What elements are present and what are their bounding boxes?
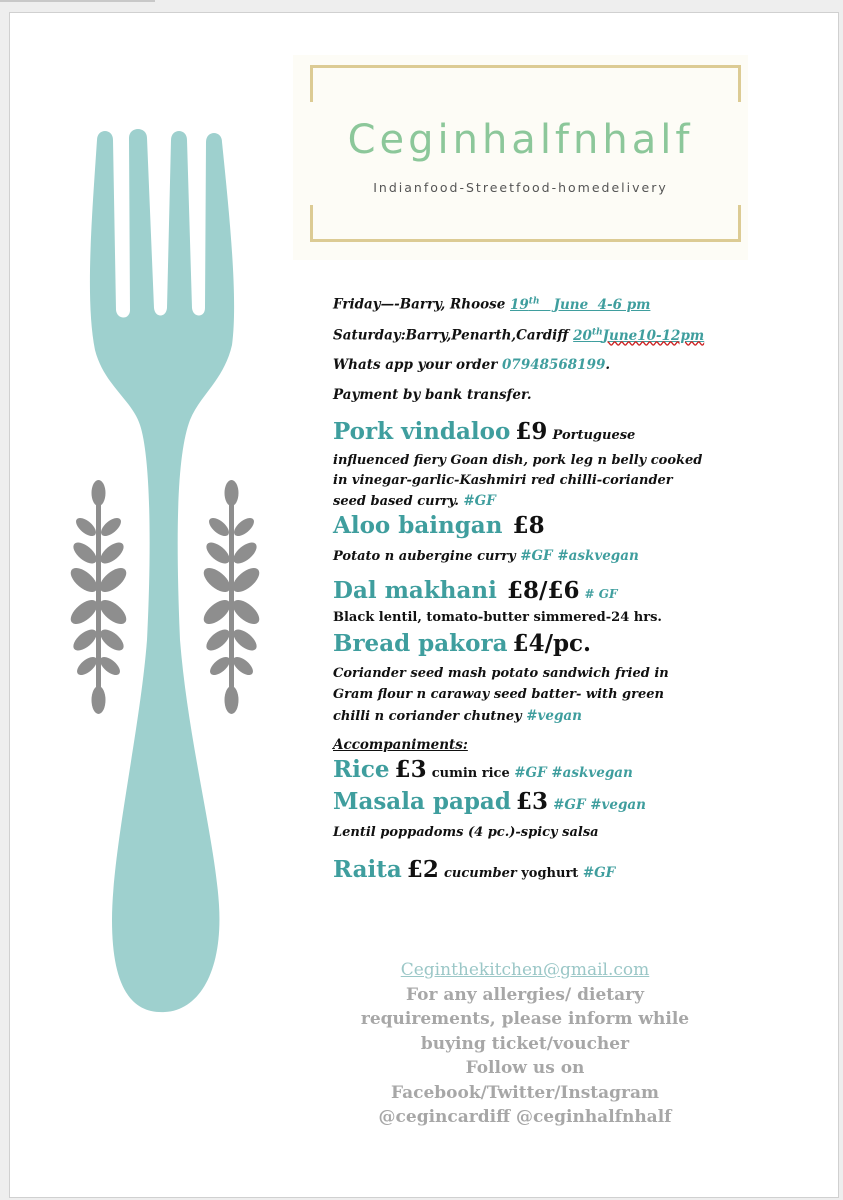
payment-line: Payment by bank transfer. [333, 387, 532, 403]
dal-desc: Black lentil, tomato-butter simmered-24 hrs. [333, 610, 662, 625]
pork-tag: #GF [463, 493, 496, 509]
footer-line: Facebook/Twitter/Instagram [390, 1082, 660, 1103]
saturday-schedule [333, 327, 704, 344]
aloo-tag: #GF #askvegan [520, 548, 639, 564]
dish-name: Masala papad [333, 788, 511, 815]
friday-location: Friday—-Barry, Rhoose [333, 296, 510, 313]
rice-tag: #GF #askvegan [514, 765, 633, 781]
footer-line: @cegincardiff @ceginhalfnhalf [378, 1107, 672, 1127]
rice-heading [333, 756, 633, 783]
footer-line: For any allergies/ dietary [406, 984, 644, 1005]
dish-price: £4/pc. [512, 630, 592, 657]
contact-email-link[interactable]: Ceginthekitchen@gmail.com [400, 960, 650, 980]
papad-tag: #GF #vegan [553, 797, 646, 813]
raita-tag: #GF [582, 865, 616, 881]
bread-pakora-heading [333, 630, 591, 657]
dish-name: Raita [333, 856, 402, 883]
pork-desc-line-2: in vinegar-garlic-Kashmiri red chilli-coriander [333, 473, 673, 488]
brand-subtitle: Indianfood-Streetfood-homedelivery [373, 180, 668, 195]
whatsapp-line [333, 357, 610, 373]
footer-contact [330, 958, 720, 1130]
pork-desc-line-1: influenced fiery Goan dish, pork leg n belly cooked [333, 453, 703, 468]
bread-desc-last: chilli n coriander chutney [333, 709, 527, 724]
bread-tag: #vegan [526, 708, 582, 724]
friday-schedule [333, 296, 650, 313]
saturday-day: 20 [573, 327, 592, 344]
friday-time: June 4-6 pm [539, 296, 651, 313]
rice-desc: cumin rice [431, 766, 515, 781]
friday-day-suffix: th [528, 296, 540, 306]
saturday-time: June10-12pm [602, 327, 705, 344]
footer-line: requirements, please inform while [360, 1009, 690, 1029]
friday-date [510, 297, 650, 313]
pork-vindaloo-heading [333, 418, 635, 445]
dish-price: £8 [512, 512, 545, 539]
dish-name: Dal makhani [333, 577, 497, 604]
pork-desc-last: seed based curry. [333, 494, 464, 509]
dish-name: Rice [333, 756, 390, 783]
raita-desc-a: cucumber [444, 866, 517, 881]
pork-desc-line-3 [333, 491, 496, 512]
dish-price: £2 [406, 856, 439, 883]
aloo-baingan-heading [333, 512, 545, 539]
dal-tag: # GF [584, 587, 618, 601]
brand-logo [293, 55, 748, 260]
bread-desc-line-3 [333, 706, 582, 727]
dish-price: £3 [516, 788, 549, 815]
saturday-date [573, 328, 704, 344]
papad-desc: Lentil poppadoms (4 pc.)-spicy salsa [333, 825, 599, 840]
whatsapp-label: Whats app your order [333, 357, 503, 373]
aloo-desc [333, 546, 639, 567]
dish-name: Aloo baingan [333, 512, 503, 539]
masala-papad-heading [333, 788, 646, 815]
bread-desc-line-2: Gram flour n caraway seed batter- with green [333, 687, 664, 702]
footer-line: buying ticket/voucher [420, 1033, 630, 1054]
dish-description-start: Portuguese [552, 428, 636, 443]
brand-title: Ceginhalfnhalf [347, 117, 694, 163]
dish-price: £3 [394, 756, 427, 783]
saturday-location: Saturday:Barry,Penarth,Cardiff [333, 327, 574, 344]
raita-heading [333, 856, 615, 883]
whatsapp-number[interactable]: 07948568199 [502, 357, 606, 373]
dish-price: £8/£6 [507, 577, 580, 604]
aloo-desc-text: Potato n aubergine curry [333, 549, 521, 564]
dish-price: £9 [515, 418, 548, 445]
saturday-day-suffix: th [591, 327, 603, 337]
accompaniments-heading: Accompaniments: [333, 737, 468, 753]
whatsapp-suffix: . [605, 357, 611, 373]
logo-frame-bottom [310, 205, 741, 242]
dal-makhani-heading [333, 577, 618, 604]
raita-desc-b: yoghurt [516, 866, 583, 881]
friday-day: 19 [510, 296, 529, 313]
bread-desc-line-1: Coriander seed mash potato sandwich fried in [333, 666, 669, 681]
footer-line: Follow us on [465, 1058, 585, 1078]
dish-name: Bread pakora [333, 630, 508, 657]
logo-frame-top [310, 65, 741, 102]
dish-name: Pork vindaloo [333, 418, 511, 445]
